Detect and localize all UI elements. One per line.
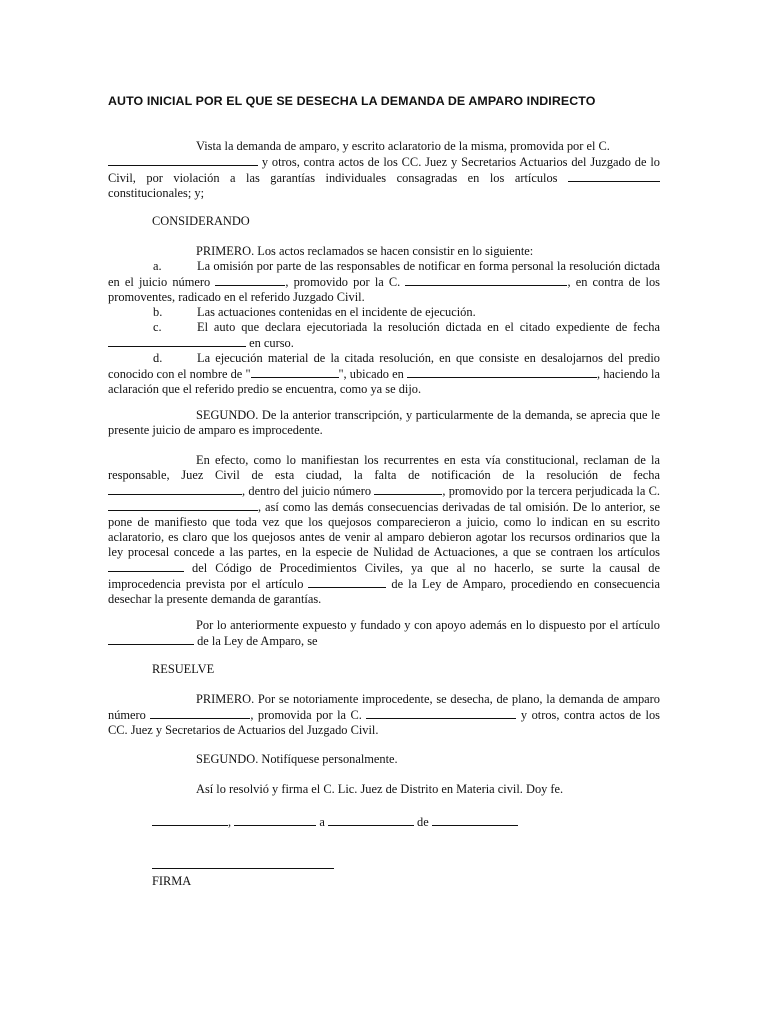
- item-a-marker: a.: [153, 259, 162, 273]
- blank-juicio-numero: [215, 274, 285, 286]
- blank-promovente: [108, 154, 258, 166]
- intro-text-2: y otros, contra actos de los CC. Juez y Secretarios Actuarios del Juzgado de lo Civil, por violación a las garantías individuales consagradas en los artículos: [108, 155, 660, 185]
- date-line: [152, 814, 518, 830]
- blank-articulo-ley: [108, 633, 194, 645]
- item-a-text-1: La omisión por parte de las responsables de notificar en forma personal la resolución dictada en el juicio número: [108, 259, 660, 289]
- efecto-text-4: , así como las demás consecuencias derivadas de tal omisión. De lo anterior, se pone de manifiesto que toda vez que los quejosos comparecieron a juicio, como lo indican en su escrito aclaratorio, es claro que los quejosos antes de venir al amparo debieron agotar los recursos ordinarios que la ley procesal concede a las partes, en la especie de Nulidad de Actuaciones, a que se contraen los artículos: [108, 500, 660, 559]
- date-de: de: [413, 815, 432, 829]
- resolutivo-segundo: [108, 752, 660, 767]
- blank-articulos-codigo: [108, 560, 184, 572]
- blank-dia: [234, 814, 316, 826]
- heading-considerando: CONSIDERANDO: [152, 214, 250, 228]
- date-a: a: [316, 815, 328, 829]
- blank-fecha-ejecutoria: [108, 335, 246, 347]
- blank-anio: [432, 814, 518, 826]
- segundo-paragraph: [108, 408, 660, 438]
- efecto-text-3: , promovido por la tercera perjudicada la C.: [442, 484, 660, 498]
- item-a-text-3: , en contra de los promoventes, radicado en el referido Juzgado Civil.: [108, 275, 660, 304]
- item-c-text-1: El auto que declara ejecutoriada la resolución dictada en el citado expediente de fecha: [197, 320, 660, 334]
- item-a-text-2: , promovido por la C.: [285, 275, 406, 289]
- item-d-text-2: ", ubicado en: [338, 367, 407, 381]
- item-d-marker: d.: [153, 351, 163, 365]
- fundamento-text-2: de la Ley de Amparo, se: [194, 634, 318, 648]
- segundo-text: SEGUNDO. De la anterior transcripción, y particularmente de la demanda, se aprecia que le presente juicio de amparo es improcedente.: [108, 408, 660, 437]
- fundamento-paragraph: [108, 618, 660, 649]
- primero-lead: PRIMERO. Los actos reclamados se hacen consistir en lo siguiente:: [196, 244, 534, 258]
- blank-promovida-por: [366, 707, 516, 719]
- blank-fecha-resolucion: [108, 483, 242, 495]
- blank-tercera-perjudicada: [108, 499, 258, 511]
- closing-paragraph: [108, 782, 660, 797]
- efecto-text-1: En efecto, como lo manifiestan los recurrentes en esta vía constitucional, reclaman de la responsable, Juez Civil de esta ciudad, la falta de notificación de la resolución de fecha: [108, 453, 660, 482]
- signature-line: [152, 868, 334, 869]
- blank-lugar: [152, 814, 228, 826]
- resolutivo-primero-text-1: PRIMERO. Por se notoriamente improcedente, se desecha, de plano, la demanda de amparo número: [108, 692, 660, 722]
- resolutivo-primero: [108, 692, 660, 738]
- efecto-text-6: de la Ley de Amparo, procediendo en consecuencia desechar la presente demanda de garantías.: [108, 577, 660, 606]
- item-c-marker: c.: [153, 320, 162, 334]
- item-c-text-2: en curso.: [246, 336, 294, 350]
- item-b-marker: b.: [153, 305, 163, 319]
- blank-numero-juicio: [374, 483, 442, 495]
- efecto-text-5: del Código de Procedimientos Civiles, ya que al no hacerlo, se surte la causal de improcedencia prevista por el artículo: [108, 561, 660, 591]
- intro-text-3: constitucionales; y;: [108, 186, 205, 200]
- heading-resuelve: RESUELVE: [152, 662, 215, 676]
- blank-articulos: [568, 170, 660, 182]
- resolutivo-primero-text-3: y otros, contra actos de los CC. Juez y Secretarios de Actuarios del Juzgado Civil.: [108, 708, 660, 737]
- blank-mes: [328, 814, 414, 826]
- fundamento-text-1: Por lo anteriormente expuesto y fundado y con apoyo además en lo dispuesto por el artículo: [196, 618, 660, 632]
- blank-articulo-improcedencia: [308, 576, 386, 588]
- item-b-text: Las actuaciones contenidas en el incidente de ejecución.: [197, 305, 476, 319]
- efecto-text-2: , dentro del juicio número: [242, 484, 375, 498]
- primero-section: [108, 244, 660, 397]
- blank-promovido-por: [405, 274, 567, 286]
- document-title: AUTO INICIAL POR EL QUE SE DESECHA LA DEMANDA DE AMPARO INDIRECTO: [108, 94, 596, 108]
- blank-numero-amparo: [150, 707, 250, 719]
- resolutivo-segundo-text: SEGUNDO. Notifíquese personalmente.: [196, 752, 398, 766]
- blank-nombre-predio: [251, 366, 339, 378]
- item-d-text-1: La ejecución material de la citada resolución, en que consiste en desalojarnos del predio conocido con el nombre de ": [108, 351, 660, 381]
- intro-text-1: Vista la demanda de amparo, y escrito aclaratorio de la misma, promovida por el C.: [196, 139, 610, 153]
- efecto-paragraph: [108, 453, 660, 607]
- item-d-text-3: , haciendo la aclaración que el referido predio se encuentra, como ya se dijo.: [108, 367, 660, 396]
- signature-label: FIRMA: [152, 874, 192, 888]
- resolutivo-primero-text-2: , promovida por la C.: [250, 708, 367, 722]
- blank-ubicacion: [407, 366, 597, 378]
- date-comma: ,: [228, 815, 232, 829]
- closing-text: Así lo resolvió y firma el C. Lic. Juez de Distrito en Materia civil. Doy fe.: [196, 782, 564, 796]
- intro-paragraph: [108, 139, 660, 201]
